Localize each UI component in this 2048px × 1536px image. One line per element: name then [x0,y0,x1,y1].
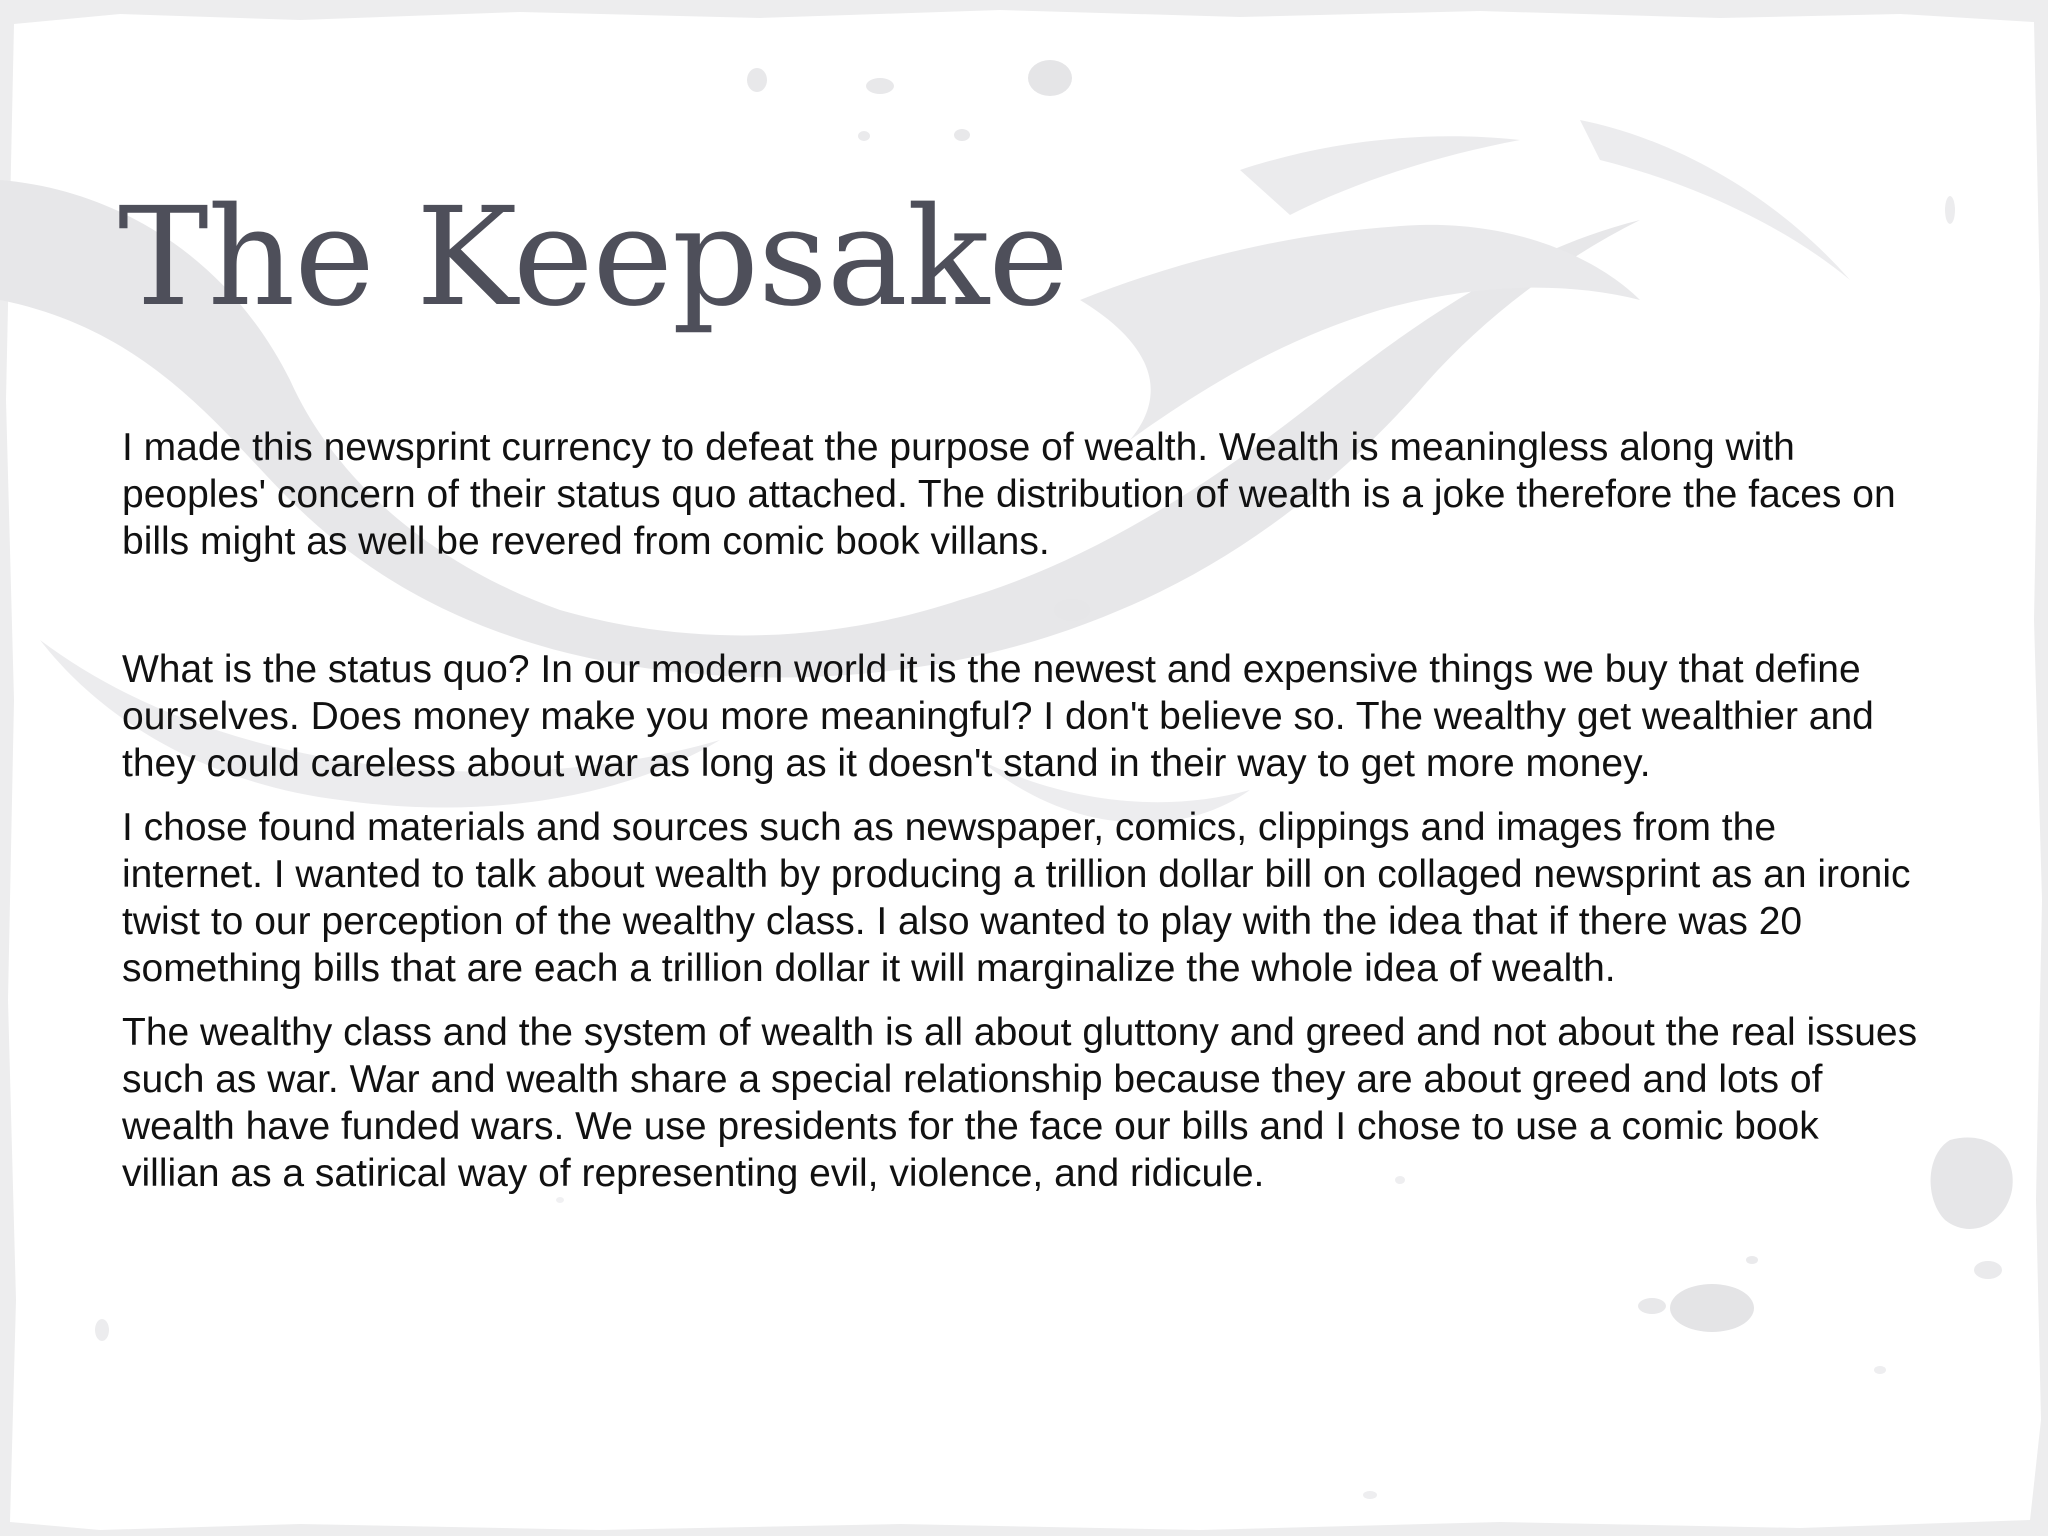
slide-body [122,424,1922,1197]
slide-title: The Keepsake [118,179,1068,337]
paragraph: The wealthy class and the system of wealth is all about gluttony and greed and not about the real issues such as war. War and wealth share a special relationship because they are about greed and lots of wealth have funded wars. We use presidents for the face our bills and I chose to use a comic book villian as a satirical way of representing evil, violence, and ridicule. [122,1011,1918,1195]
paragraph: I chose found materials and sources such as newspaper, comics, clippings and images from the internet. I wanted to talk about wealth by producing a trillion dollar bill on collaged newsprint as an ironic twist to our perception of the wealthy class. I also wanted to play with the idea that if there was 20 something bills that are each a trillion dollar it will marginalize the whole idea of wealth. [122,806,1911,990]
paragraph: What is the status quo? In our modern world it is the newest and expensive things we buy that define ourselves. Does money make you more meaningful? I don't believe so. The wealthy get wealthier and they could careless about war as long as it doesn't stand in their way to get more money. [122,648,1874,785]
paragraph: I made this newsprint currency to defeat the purpose of wealth. Wealth is meaningless along with peoples' concern of their status quo attached. The distribution of wealth is a joke therefore the faces on bills might as well be revered from comic book villans. [122,426,1896,563]
